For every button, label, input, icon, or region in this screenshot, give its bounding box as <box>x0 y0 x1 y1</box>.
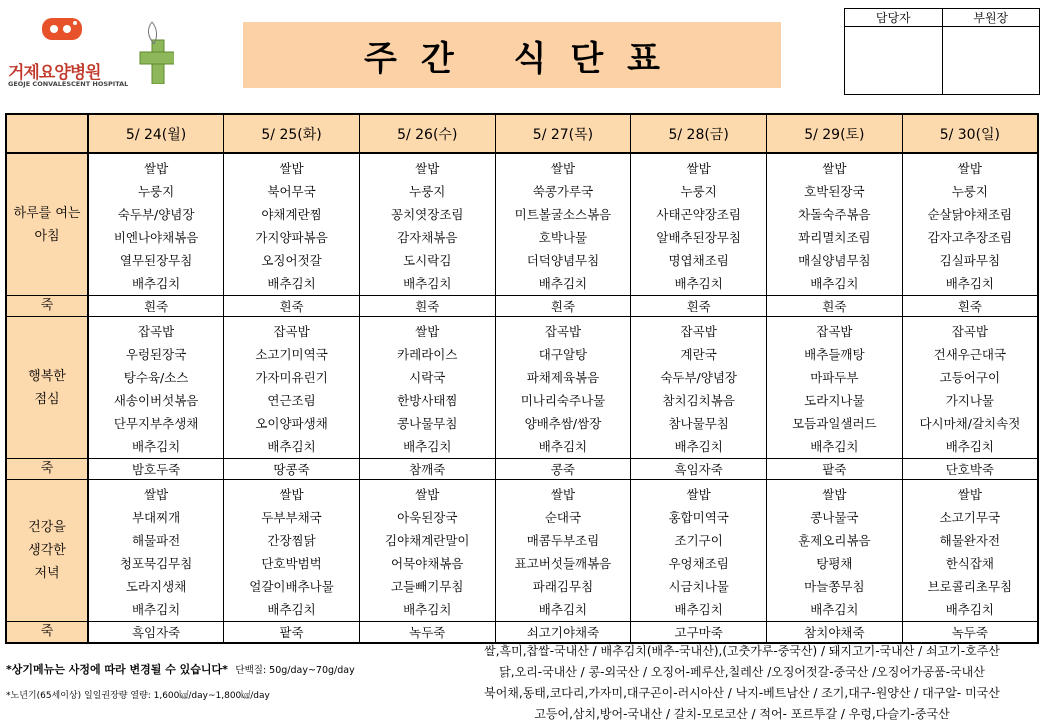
dish-item: 쌀밥 <box>279 487 304 502</box>
dish-item: 가지나물 <box>945 393 995 408</box>
dish-item: 대구알탕 <box>538 347 588 362</box>
meal-label-line: 저녁 <box>34 566 60 581</box>
dish-item: 파래김무침 <box>532 579 594 594</box>
menu-cell <box>359 317 495 459</box>
dish-item: 고들빼기무침 <box>391 579 464 594</box>
dish-item: 콩나물무침 <box>397 416 458 431</box>
dish-item: 쌀밥 <box>415 487 440 502</box>
dish-item: 배추김치 <box>403 602 452 617</box>
dish-item: 건새우근대국 <box>933 347 1007 362</box>
porridge-cell: 흰죽 <box>88 296 224 317</box>
porridge-cell: 흰죽 <box>359 296 495 317</box>
day-header: 5/ 25(화) <box>224 114 360 153</box>
dish-item: 어묵야채볶음 <box>391 556 464 571</box>
porridge-cell: 녹두죽 <box>902 622 1038 644</box>
approval-col-deputy: 부원장 <box>942 9 1040 27</box>
dish-item: 꽁치엿장조림 <box>391 207 464 222</box>
approval-col-manager: 담당자 <box>845 9 943 27</box>
dish-item: 미트볼굴소스볶음 <box>514 207 612 222</box>
dish-item: 새송이버섯볶음 <box>113 393 199 408</box>
dish-item: 탕수육/소스 <box>123 370 189 385</box>
hospital-logo <box>4 14 174 88</box>
dish-item: 쌀밥 <box>957 487 982 502</box>
porridge-cell: 콩죽 <box>495 459 631 480</box>
dish-item: 시락국 <box>409 370 446 385</box>
dish-item: 도라지생채 <box>125 579 187 594</box>
corner-cell <box>6 114 88 153</box>
dish-item: 열무된장무침 <box>119 253 193 268</box>
dish-item: 배추김치 <box>945 276 995 291</box>
porridge-cell: 단호박죽 <box>902 459 1038 480</box>
dish-item: 배추김치 <box>538 439 588 454</box>
menu-cell <box>495 153 631 296</box>
dish-item: 사태곤약장조림 <box>656 207 741 222</box>
dish-item: 야채계란찜 <box>261 207 322 222</box>
dish-item: 쌀밥 <box>550 161 576 176</box>
change-notice-text: *상기메뉴는 사정에 따라 변경될 수 있습니다* <box>6 663 228 676</box>
dish-item: 우엉채조림 <box>668 556 729 571</box>
menu-cell <box>767 317 903 459</box>
porridge-cell: 땅콩죽 <box>224 459 360 480</box>
dish-item: 명엽채조림 <box>668 253 729 268</box>
dish-item: 순대국 <box>544 510 582 525</box>
dish-item: 배추김치 <box>810 602 859 617</box>
dish-item: 배추김치 <box>945 439 995 454</box>
porridge-cell: 흑임자죽 <box>631 459 767 480</box>
dish-item: 배추김치 <box>810 439 859 454</box>
porridge-row <box>6 622 1038 644</box>
dish-item: 쌀밥 <box>415 161 440 176</box>
dish-item: 쌀밥 <box>550 487 576 502</box>
dish-item: 쌀밥 <box>144 161 169 176</box>
dish-item: 호박된장국 <box>804 184 865 199</box>
porridge-cell: 쇠고기야채죽 <box>495 622 631 644</box>
dish-item: 쑥콩가루국 <box>532 184 594 199</box>
dish-item: 배추김치 <box>267 276 316 291</box>
menu-cell <box>767 153 903 296</box>
dish-item: 배추김치 <box>131 602 181 617</box>
dish-item: 훈제오리볶음 <box>798 533 871 548</box>
approval-sign-manager[interactable] <box>845 27 943 95</box>
green-cross-icon <box>140 22 174 84</box>
day-header: 5/ 29(토) <box>767 114 903 153</box>
dish-item: 배추김치 <box>403 439 452 454</box>
menu-cell <box>495 317 631 459</box>
dish-item: 카레라이스 <box>397 347 458 362</box>
meal-label-line: 생각한 <box>28 543 66 558</box>
dish-item: 홍합미역국 <box>668 510 729 525</box>
porridge-label: 죽 <box>6 459 88 480</box>
dish-item: 청포묵김무침 <box>119 556 193 571</box>
dish-item: 우렁된장국 <box>125 347 187 362</box>
dish-item: 배추김치 <box>131 439 181 454</box>
dish-item: 배추김치 <box>810 276 859 291</box>
dish-item: 감자채볶음 <box>397 230 458 245</box>
dish-item: 배추김치 <box>538 276 588 291</box>
dish-item: 숙두부/양념장 <box>660 370 737 385</box>
dish-item: 오징어젓갈 <box>261 253 322 268</box>
meal-label-line: 점심 <box>34 391 60 407</box>
dish-item: 잡곡밥 <box>137 324 175 339</box>
porridge-cell: 흰죽 <box>631 296 767 317</box>
meal-label <box>6 317 88 459</box>
dish-item: 아욱된장국 <box>397 510 458 525</box>
dish-item: 더덕양념무침 <box>526 253 600 268</box>
protein-note: 단백질: 50g/day~70g/day <box>235 665 355 676</box>
dish-item: 꽈리멸치조림 <box>798 230 871 245</box>
menu-cell <box>631 317 767 459</box>
dish-item: 비엔나야채볶음 <box>113 230 199 245</box>
dish-item: 참치김치볶음 <box>662 393 735 408</box>
porridge-cell: 녹두죽 <box>359 622 495 644</box>
dish-item: 배추김치 <box>403 276 452 291</box>
menu-cell <box>88 317 224 459</box>
dish-item: 참나물무침 <box>668 416 729 431</box>
dish-item: 배추들깨탕 <box>804 347 865 362</box>
dish-item: 잡곡밥 <box>680 324 717 339</box>
dish-item: 배추김치 <box>945 602 995 617</box>
porridge-cell: 밤호두죽 <box>88 459 224 480</box>
dish-item: 배추김치 <box>674 276 723 291</box>
dish-item: 잡곡밥 <box>273 324 310 339</box>
dish-item: 잡곡밥 <box>544 324 582 339</box>
porridge-row <box>6 459 1038 480</box>
menu-cell <box>631 480 767 622</box>
dish-item: 쌀밥 <box>144 487 169 502</box>
meal-label-line: 건강을 <box>28 520 66 535</box>
menu-cell <box>902 480 1038 622</box>
dish-item: 계란국 <box>680 347 717 362</box>
dish-item: 매콤두부조림 <box>526 533 600 548</box>
menu-cell <box>359 153 495 296</box>
hospital-name-en: GEOJE CONVALESCENT HOSPITAL <box>8 80 129 88</box>
porridge-label: 죽 <box>6 296 88 317</box>
elderly-calorie-note: *노년기(65세이상) 일일권장량 열량: 1,600㎉/day~1,800㎉/day <box>6 691 270 701</box>
porridge-cell: 흰죽 <box>495 296 631 317</box>
day-header: 5/ 27(목) <box>495 114 631 153</box>
porridge-cell: 흰죽 <box>224 296 360 317</box>
menu-cell <box>631 153 767 296</box>
dish-item: 김실파무침 <box>939 253 1001 268</box>
meal-label-line: 행복한 <box>28 368 66 384</box>
porridge-cell: 흰죽 <box>902 296 1038 317</box>
dish-item: 브로콜리초무침 <box>927 579 1013 594</box>
porridge-cell: 팥죽 <box>767 459 903 480</box>
dish-item: 북어무국 <box>267 184 316 199</box>
dish-item: 마파두부 <box>810 370 859 385</box>
day-header-row <box>6 114 1038 153</box>
dish-item: 고등어구이 <box>939 370 1001 385</box>
meal-label-line: 아침 <box>34 228 60 244</box>
dish-item: 오이양파생채 <box>255 416 328 431</box>
change-notice <box>6 661 355 677</box>
menu-cell <box>88 480 224 622</box>
dish-item: 마늘쫑무침 <box>804 579 865 594</box>
menu-cell <box>495 480 631 622</box>
dish-item: 쌀밥 <box>822 161 847 176</box>
day-header: 5/ 28(금) <box>631 114 767 153</box>
dish-item: 매실양념무침 <box>798 253 871 268</box>
dish-item: 누룽지 <box>951 184 988 199</box>
dish-item: 김야채계란말이 <box>384 533 470 548</box>
dish-item: 시금치나물 <box>668 579 729 594</box>
dish-item: 표고버섯들깨볶음 <box>514 556 612 571</box>
dish-item: 차돌숙주볶음 <box>798 207 871 222</box>
page-title: 주간 식단표 <box>363 38 685 79</box>
menu-cell <box>224 153 360 296</box>
dish-item: 도시락김 <box>403 253 452 268</box>
dish-item: 쌀밥 <box>279 161 304 176</box>
dish-item: 배추김치 <box>538 602 588 617</box>
dish-item: 한방사태찜 <box>397 393 458 408</box>
dish-item: 연근조림 <box>267 393 316 408</box>
dish-item: 배추김치 <box>267 439 316 454</box>
dish-item: 단호박범벅 <box>261 556 322 571</box>
approval-table <box>844 8 1040 95</box>
origin-line: 북어채,동태,코다리,가자미,대구곤이-러시아산 / 낙지-베트남산 / 조기,대구-원양산 / 대구알- 미국산 <box>484 686 1000 700</box>
porridge-cell: 참깨죽 <box>359 459 495 480</box>
dish-item: 호박나물 <box>538 230 588 245</box>
menu-cell <box>902 317 1038 459</box>
dish-item: 감자고추장조림 <box>927 230 1013 245</box>
dish-item: 콩나물국 <box>810 510 859 525</box>
origin-line: 쌀,흑미,찹쌀-국내산 / 배추김치(배추-국내산),(고춧가루-중국산) / 돼지고기-국내산 / 쇠고기-호주산 <box>484 644 1000 658</box>
dish-item: 쌀밥 <box>686 487 711 502</box>
dish-item: 한식잡채 <box>945 556 995 571</box>
dish-item: 쌀밥 <box>822 487 847 502</box>
dish-item: 잡곡밥 <box>816 324 853 339</box>
origin-line: 닭,오리-국내산 / 콩-외국산 / 오징어-페루산,칠레산 /오징어젓갈-중국산 /오징어가공품-국내산 <box>499 665 985 679</box>
dish-item: 단무지부추생채 <box>113 416 199 431</box>
menu-cell <box>767 480 903 622</box>
dish-item: 해물파전 <box>131 533 181 548</box>
dish-item: 탕평채 <box>816 556 853 571</box>
dish-item: 가지양파볶음 <box>255 230 328 245</box>
dish-item: 배추김치 <box>131 276 181 291</box>
dish-item: 조기구이 <box>674 533 723 548</box>
dish-item: 소고기미역국 <box>255 347 328 362</box>
origin-info <box>438 641 1046 725</box>
dish-item: 가자미유린기 <box>255 370 328 385</box>
approval-sign-deputy[interactable] <box>942 27 1040 95</box>
porridge-cell: 흰죽 <box>767 296 903 317</box>
meal-row <box>6 480 1038 622</box>
dish-item: 누룽지 <box>137 184 175 199</box>
porridge-row <box>6 296 1038 317</box>
dish-item: 배추김치 <box>674 439 723 454</box>
porridge-label: 죽 <box>6 622 88 644</box>
dish-item: 미나리숙주나물 <box>520 393 606 408</box>
dish-item: 파채제육볶음 <box>526 370 600 385</box>
dish-item: 부대찌개 <box>131 510 181 525</box>
origin-line: 고등어,삼치,방어-국내산 / 갈치-모로코산 / 적어- 포르투갈 / 우렁,다슬기-중국산 <box>534 707 950 721</box>
meal-row <box>6 153 1038 296</box>
day-header: 5/ 30(일) <box>902 114 1038 153</box>
dish-item: 잡곡밥 <box>951 324 988 339</box>
dish-item: 양배추쌈/쌈장 <box>524 416 602 431</box>
dish-item: 쌀밥 <box>415 324 440 339</box>
dish-item: 소고기무국 <box>939 510 1001 525</box>
menu-cell <box>224 480 360 622</box>
dish-item: 쌀밥 <box>957 161 982 176</box>
dish-item: 해물완자전 <box>939 533 1001 548</box>
meal-label-line: 하루를 여는 <box>13 205 81 221</box>
meal-label <box>6 153 88 296</box>
porridge-cell: 팥죽 <box>224 622 360 644</box>
porridge-cell: 고구마죽 <box>631 622 767 644</box>
meal-row <box>6 317 1038 459</box>
dish-item: 쌀밥 <box>686 161 711 176</box>
day-header: 5/ 24(월) <box>88 114 224 153</box>
dish-item: 다시마채/갈치속젓 <box>919 416 1021 431</box>
dish-item: 배추김치 <box>267 602 316 617</box>
menu-cell <box>224 317 360 459</box>
dish-item: 알배추된장무침 <box>656 230 741 245</box>
menu-cell <box>902 153 1038 296</box>
dish-item: 누룽지 <box>680 184 717 199</box>
porridge-cell: 흑임자죽 <box>88 622 224 644</box>
porridge-cell: 참치야채죽 <box>767 622 903 644</box>
dish-item: 누룽지 <box>409 184 446 199</box>
dish-item: 얼갈이배추나물 <box>249 579 334 594</box>
dish-item: 배추김치 <box>674 602 723 617</box>
dish-item: 두부부채국 <box>261 510 322 525</box>
dish-item: 순살닭야채조림 <box>927 207 1013 222</box>
dish-item: 도라지나물 <box>804 393 865 408</box>
dish-item: 숙두부/양념장 <box>117 207 195 222</box>
title-banner <box>243 22 781 88</box>
meal-label <box>6 480 88 622</box>
dish-item: 간장찜닭 <box>267 533 316 548</box>
dish-item: 모듬과일샐러드 <box>792 416 877 431</box>
menu-cell <box>359 480 495 622</box>
hospital-name: 거제요양병원 <box>8 63 101 83</box>
day-header: 5/ 26(수) <box>359 114 495 153</box>
weekly-menu-table <box>5 113 1039 644</box>
menu-cell <box>88 153 224 296</box>
